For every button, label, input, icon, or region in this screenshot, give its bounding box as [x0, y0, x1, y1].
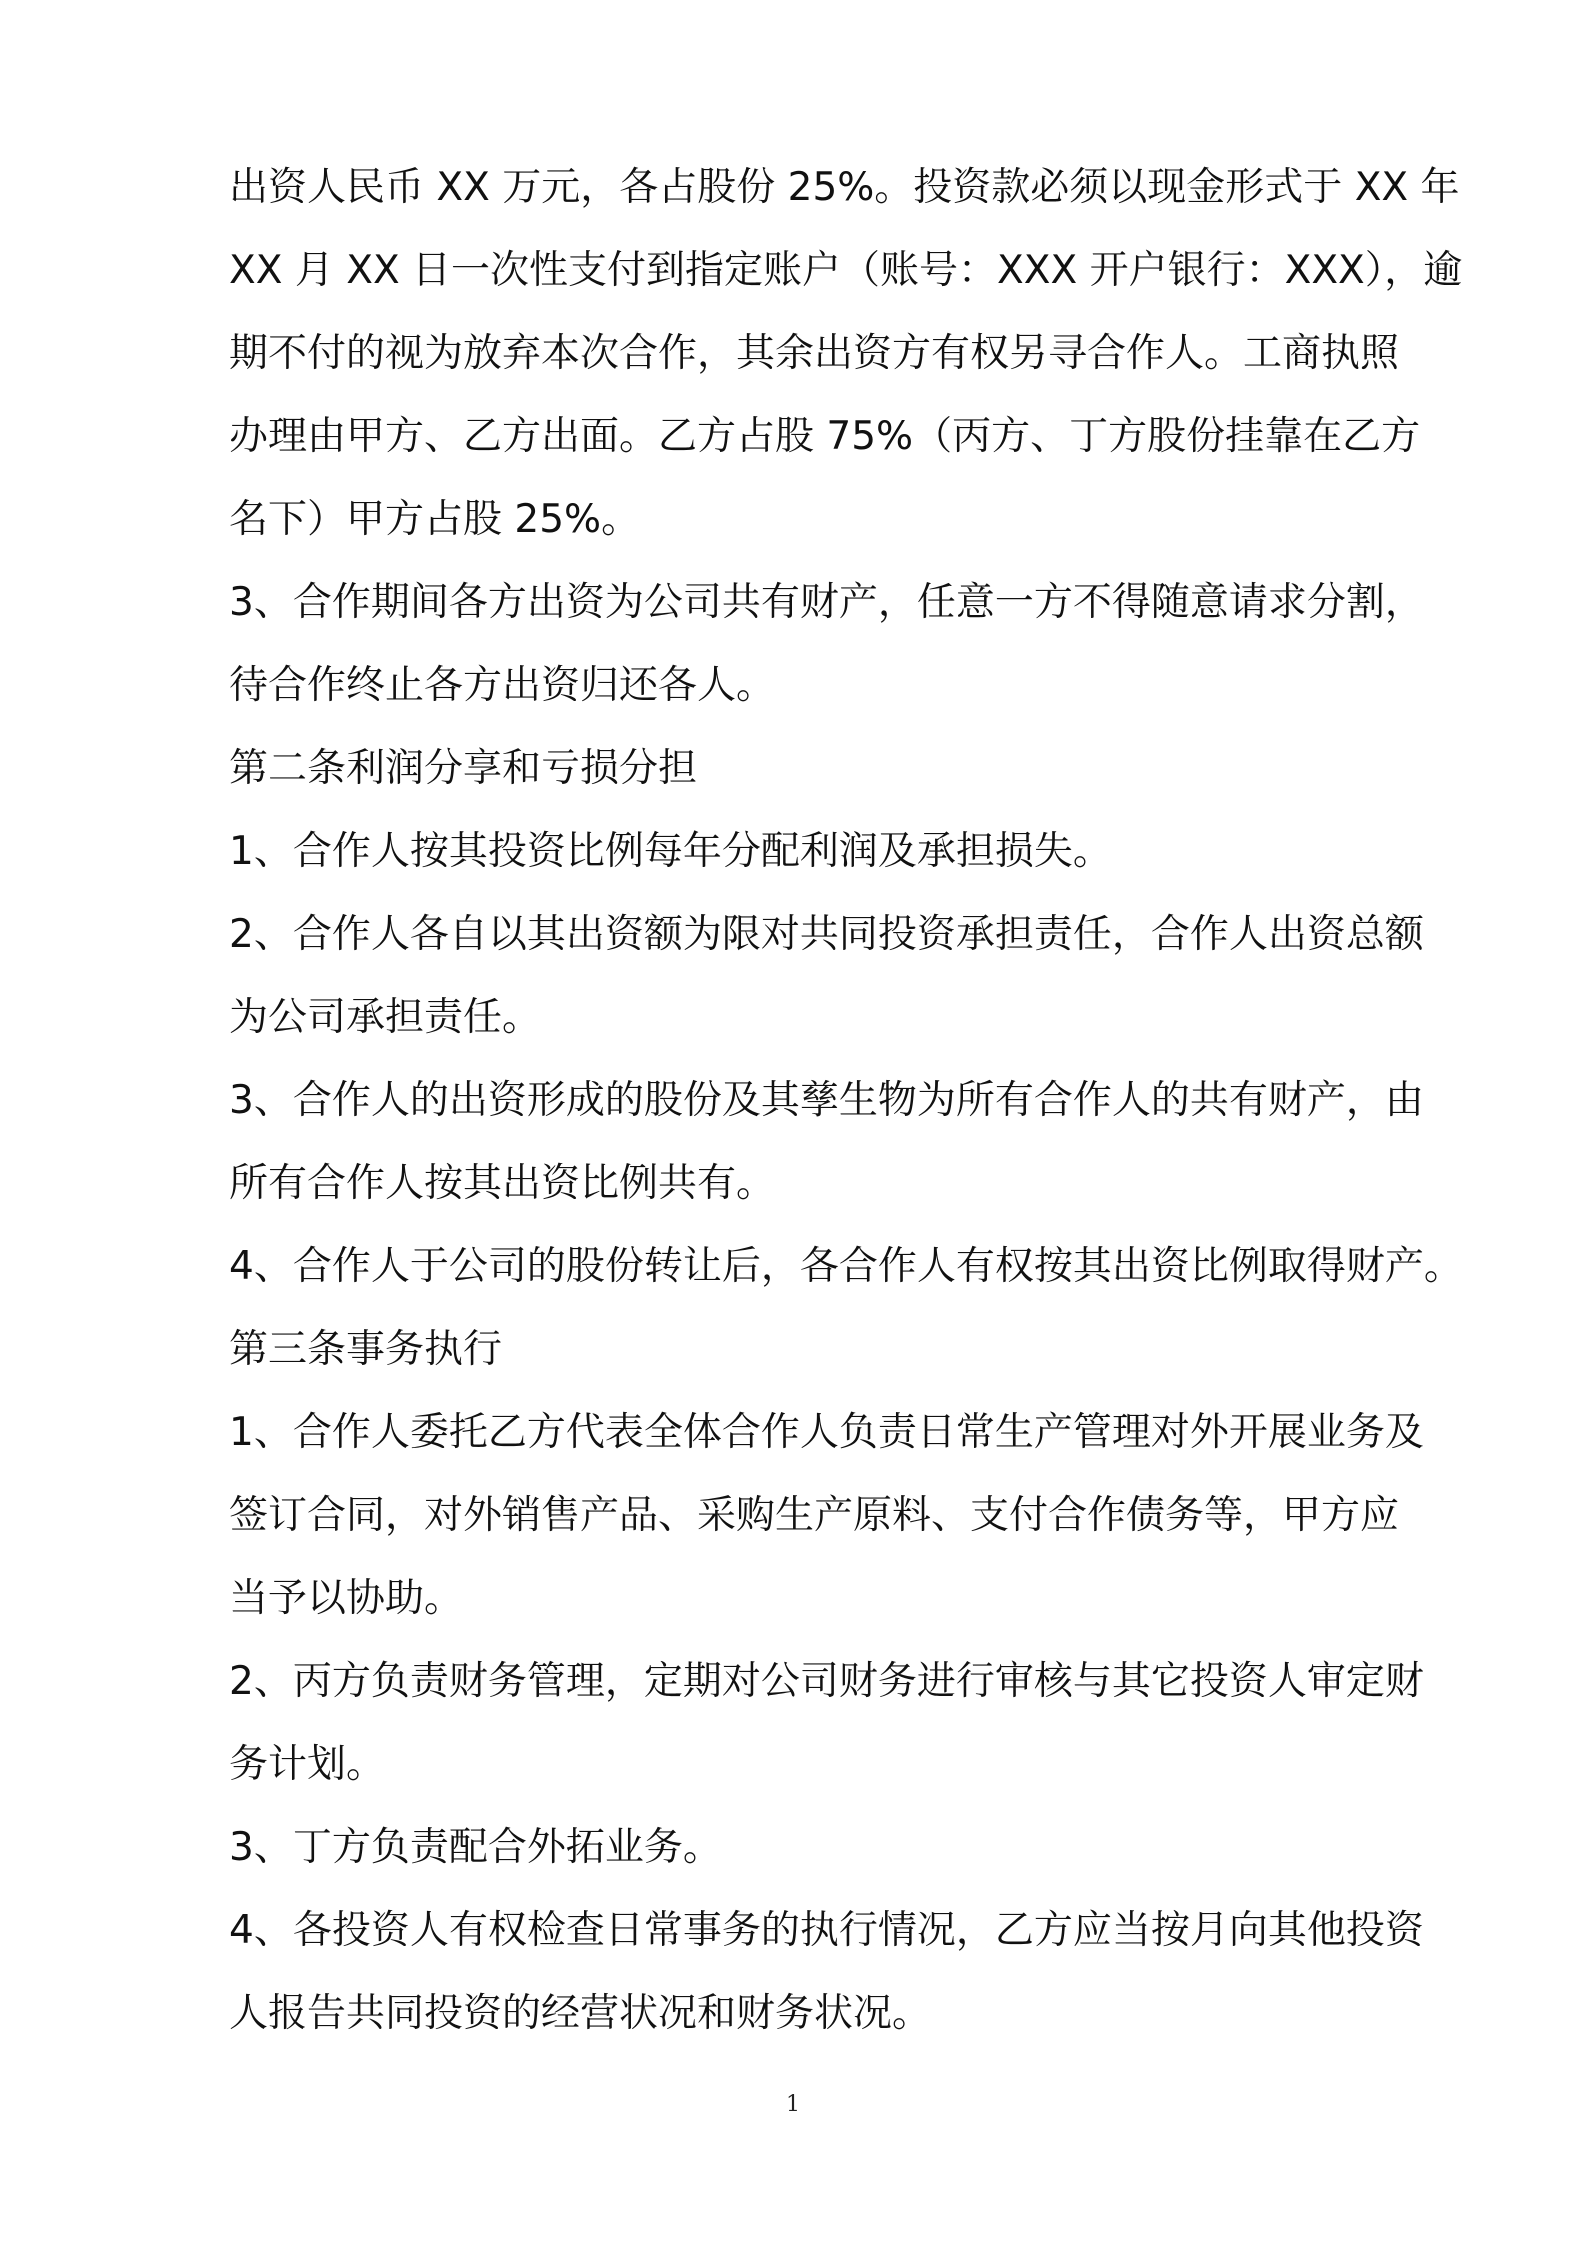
- paragraph-line: XX 月 XX 日一次性支付到指定账户（账号：XXX 开户银行：XXX），逾: [229, 248, 1463, 293]
- paragraph-line: 出资人民币 XX 万元，各占股份 25%。投资款必须以现金形式于 XX 年: [229, 165, 1460, 210]
- paragraph-line: 务计划。: [229, 1742, 386, 1787]
- section-heading: 第二条利润分享和亏损分担: [229, 746, 698, 791]
- paragraph-line: 当予以协助。: [229, 1576, 464, 1621]
- paragraph-line: 为公司承担责任。: [229, 995, 542, 1040]
- paragraph-line: 待合作终止各方出资归还各人。: [229, 663, 776, 708]
- paragraph-line: 人报告共同投资的经营状况和财务状况。: [229, 1991, 932, 2036]
- paragraph-line: 3、合作期间各方出资为公司共有财产，任意一方不得随意请求分割，: [229, 580, 1424, 625]
- paragraph-line: 4、各投资人有权检查日常事务的执行情况，乙方应当按月向其他投资: [229, 1908, 1424, 1953]
- paragraph-line: 4、合作人于公司的股份转让后，各合作人有权按其出资比例取得财产。: [229, 1244, 1463, 1289]
- paragraph-line: 期不付的视为放弃本次合作，其余出资方有权另寻合作人。工商执照: [229, 331, 1400, 376]
- paragraph-line: 办理由甲方、乙方出面。乙方占股 75%（丙方、丁方股份挂靠在乙方: [229, 414, 1421, 459]
- paragraph-line: 1、合作人委托乙方代表全体合作人负责日常生产管理对外开展业务及: [229, 1410, 1424, 1455]
- paragraph-line: 2、丙方负责财务管理，定期对公司财务进行审核与其它投资人审定财: [229, 1659, 1424, 1704]
- paragraph-line: 2、合作人各自以其出资额为限对共同投资承担责任，合作人出资总额: [229, 912, 1424, 957]
- paragraph-line: 所有合作人按其出资比例共有。: [229, 1161, 776, 1206]
- paragraph-line: 3、合作人的出资形成的股份及其孳生物为所有合作人的共有财产，由: [229, 1078, 1424, 1123]
- paragraph-line: 1、合作人按其投资比例每年分配利润及承担损失。: [229, 829, 1112, 874]
- document-body: [229, 165, 1463, 2077]
- paragraph-line: 名下）甲方占股 25%。: [229, 497, 641, 542]
- section-heading: 第三条事务执行: [229, 1327, 503, 1372]
- paragraph-line: 3、丁方负责配合外拓业务。: [229, 1825, 722, 1870]
- paragraph-line: 签订合同，对外销售产品、采购生产原料、支付合作债务等，甲方应: [229, 1493, 1400, 1538]
- page-number: 1: [786, 2092, 800, 2117]
